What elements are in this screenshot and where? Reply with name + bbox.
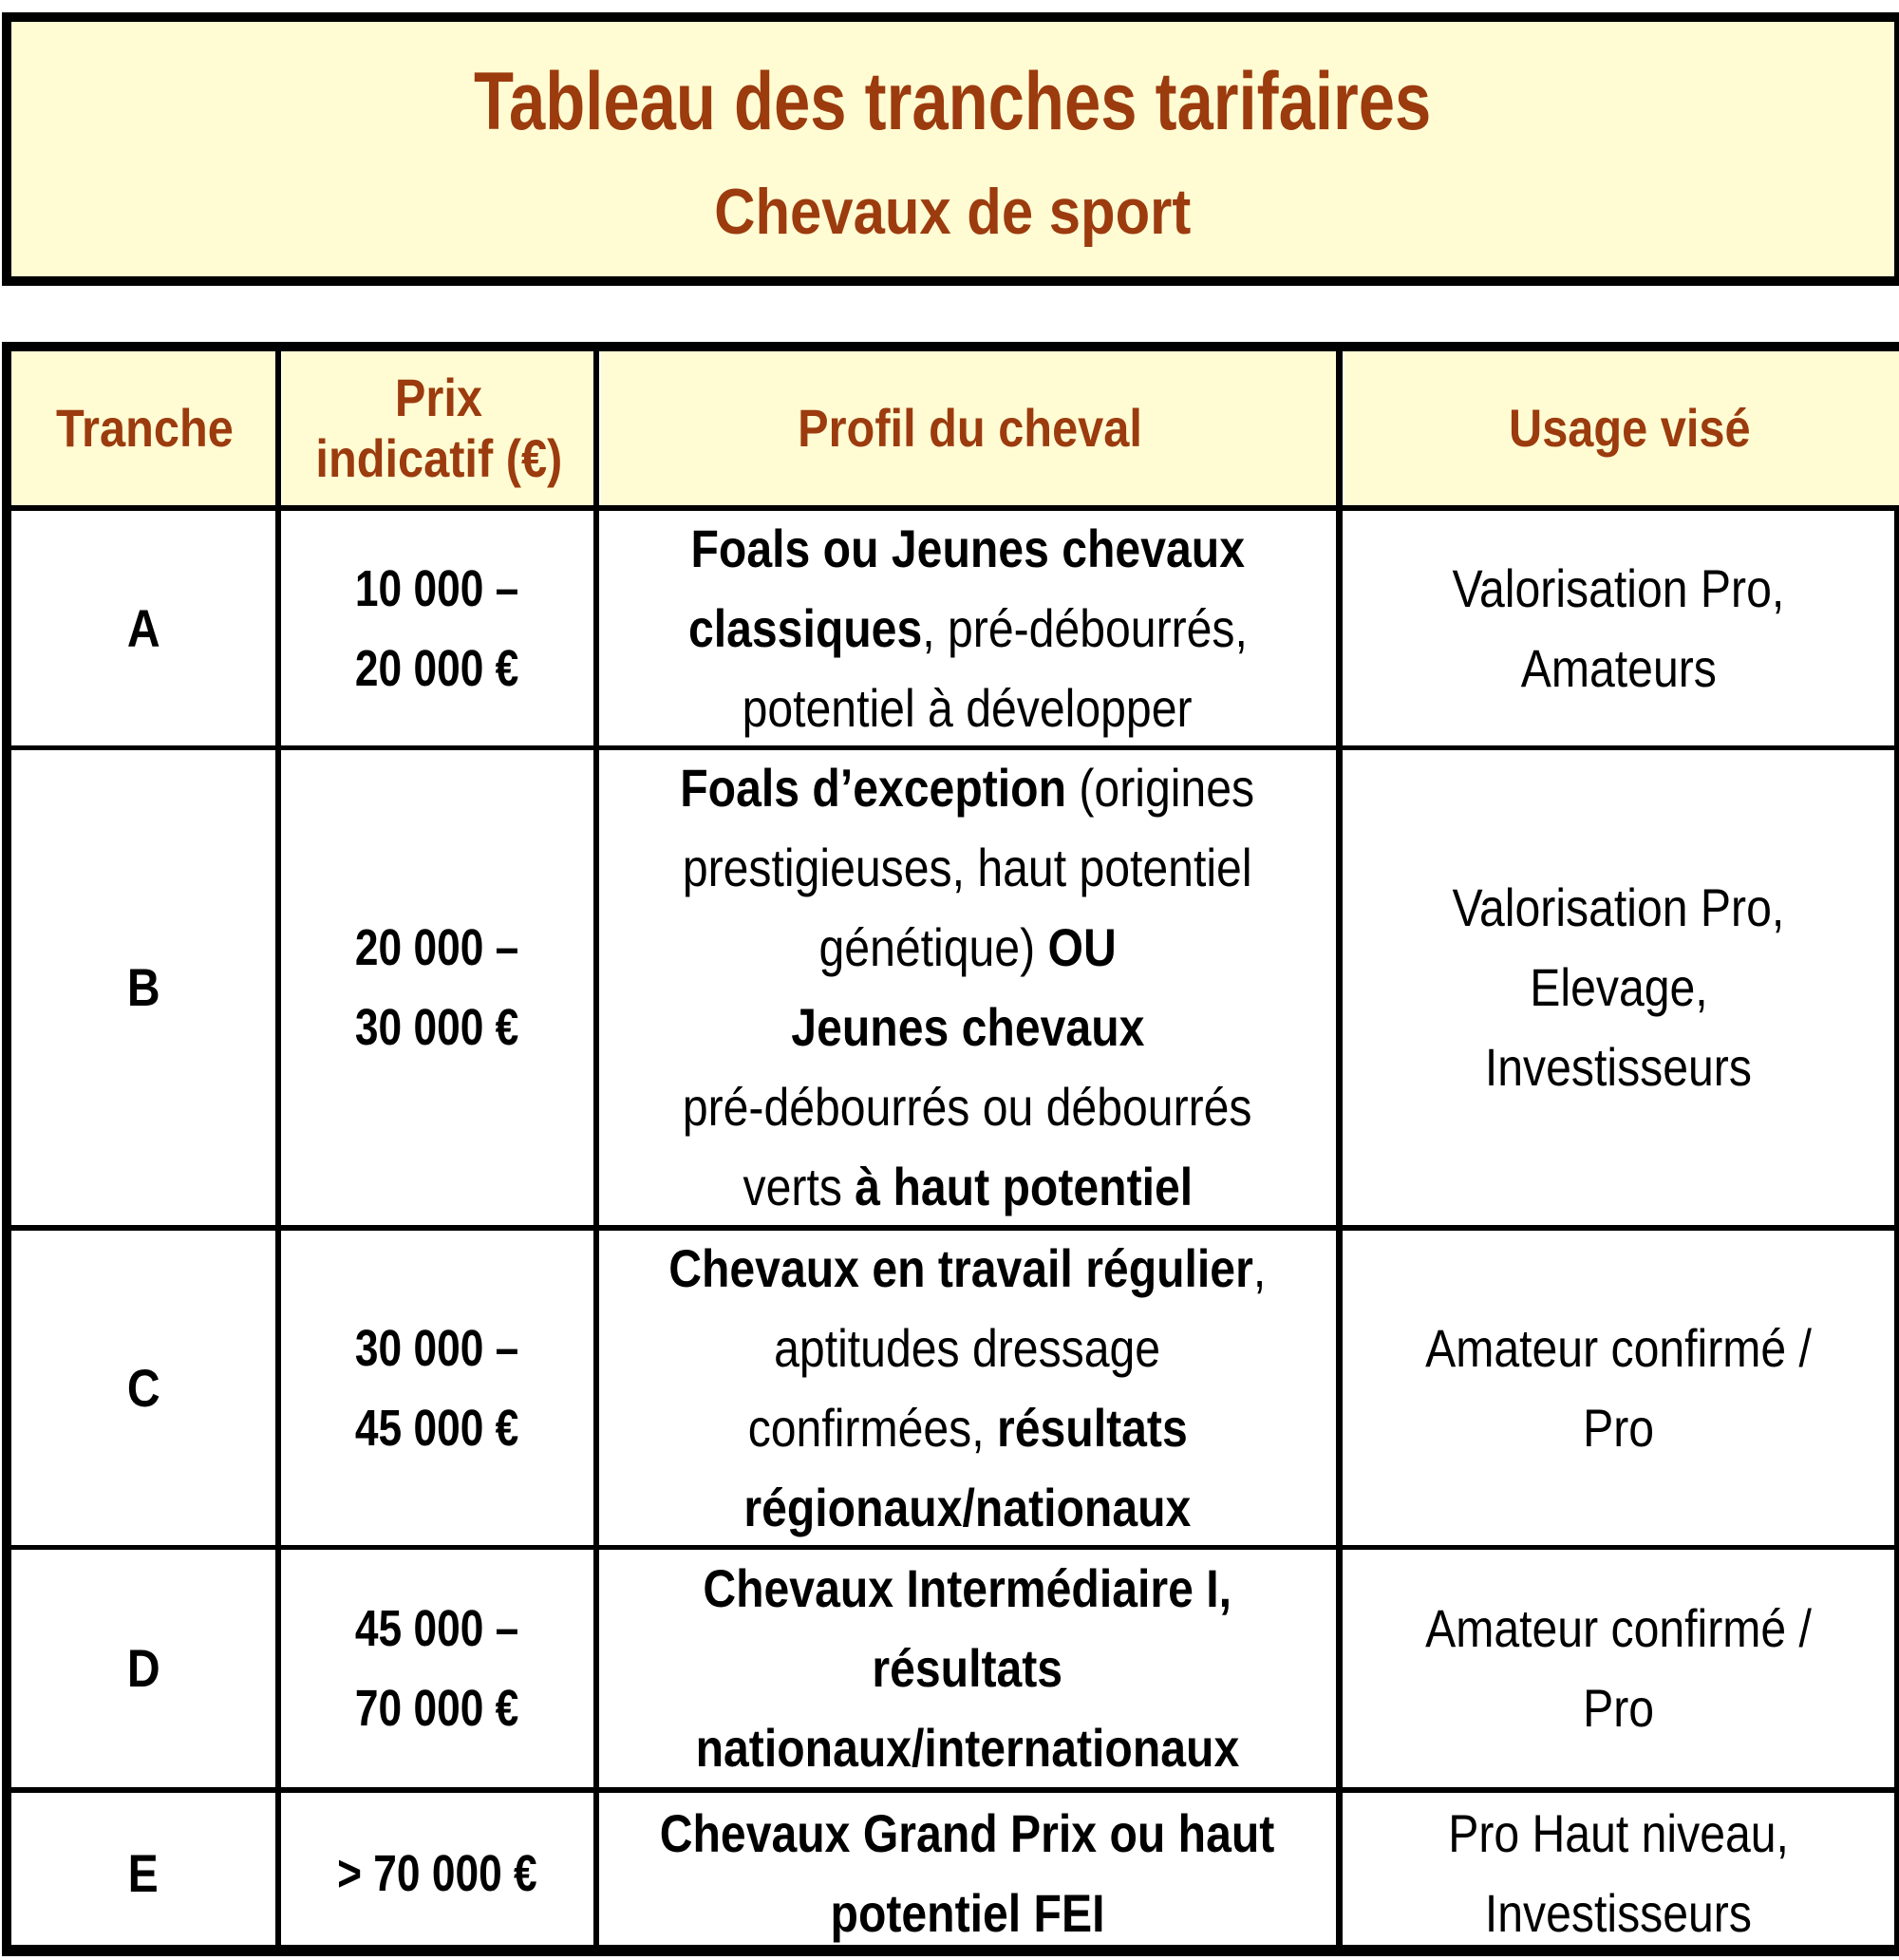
profil-bold-segment: Chevaux Grand Prix ou haut xyxy=(660,1803,1275,1863)
cell-tranche xyxy=(11,750,275,1225)
profil-bold-segment: classiques xyxy=(687,597,922,658)
page-subtitle xyxy=(11,174,1894,250)
profil-text-segment: potentiel à développer xyxy=(743,677,1193,738)
profil-line xyxy=(743,1147,1193,1225)
header-cell-tranche xyxy=(11,351,277,505)
usage-text xyxy=(1425,868,1812,1107)
cell-usage xyxy=(1343,750,1894,1225)
profil-bold-segment: potentiel FEI xyxy=(830,1883,1105,1943)
profil-line xyxy=(743,669,1193,746)
cell-profil xyxy=(599,1550,1336,1787)
usage-line: Amateur confirmé / xyxy=(1425,1598,1812,1658)
header-usage xyxy=(1491,398,1769,459)
row-divider xyxy=(11,745,1894,750)
cell-tranche xyxy=(11,1793,275,1954)
header-cell-profil xyxy=(601,351,1338,505)
profil-text-segment: , pré-débourrés, xyxy=(921,597,1248,658)
page-title xyxy=(11,54,1894,149)
profil-bold-segment: régionaux/nationaux xyxy=(743,1477,1192,1537)
prix-line: 70 000 € xyxy=(355,1680,519,1737)
profil-line xyxy=(683,1067,1252,1147)
profil-line xyxy=(660,1794,1275,1874)
profil-text xyxy=(610,1794,1325,1953)
profil-line xyxy=(791,988,1144,1067)
cell-tranche xyxy=(11,1231,275,1545)
prix-text xyxy=(337,1589,536,1748)
profil-line xyxy=(690,511,1244,589)
profil-bold-segment: Chevaux Intermédiaire I, xyxy=(703,1558,1232,1618)
tranche-text xyxy=(124,1629,162,1708)
cell-tranche xyxy=(11,1550,275,1787)
usage-text xyxy=(1420,1794,1816,1953)
prix-text xyxy=(337,908,536,1067)
profil-text-segment: , xyxy=(1253,1237,1267,1298)
profil-line xyxy=(668,1231,1266,1309)
header-prix-label-line1: Prix xyxy=(394,368,483,427)
profil-text-segment: génétique) xyxy=(818,917,1048,977)
tranche-text xyxy=(124,948,162,1027)
cell-usage xyxy=(1343,1793,1894,1954)
profil-line xyxy=(696,1708,1240,1787)
prix-line: > 70 000 € xyxy=(337,1845,537,1902)
profil-text xyxy=(620,1231,1314,1545)
prix-line: 45 000 – xyxy=(355,1600,519,1657)
usage-line: Investisseurs xyxy=(1484,1037,1753,1097)
prix-line: 45 000 € xyxy=(355,1399,519,1457)
profil-bold-segment: Chevaux en travail régulier xyxy=(668,1237,1254,1298)
usage-line: Pro xyxy=(1583,1397,1654,1458)
page-subtitle-text: Chevaux de sport xyxy=(714,176,1192,248)
profil-line xyxy=(747,1388,1187,1468)
header-usage-label: Usage visé xyxy=(1508,398,1751,458)
profil-bold-segment: résultats xyxy=(996,1397,1188,1458)
tranche-label: A xyxy=(126,597,160,658)
profil-bold-segment: Foals d’exception xyxy=(680,758,1067,818)
header-tranche-label: Tranche xyxy=(55,398,234,458)
profil-line xyxy=(818,908,1116,988)
tranche-label: B xyxy=(126,957,160,1017)
tranche-label: C xyxy=(126,1357,160,1418)
prix-line: 30 000 € xyxy=(355,999,519,1056)
cell-prix xyxy=(281,750,593,1225)
profil-text-segment: verts xyxy=(743,1157,855,1216)
column-divider xyxy=(1336,351,1343,1954)
profil-line xyxy=(683,828,1252,908)
cell-profil xyxy=(599,511,1336,745)
header-prix xyxy=(297,368,581,489)
cell-tranche xyxy=(11,511,275,745)
cell-profil xyxy=(599,1793,1336,1954)
cell-prix xyxy=(281,511,593,745)
header-cell-usage xyxy=(1344,351,1899,505)
cell-usage xyxy=(1343,1231,1894,1545)
row-divider xyxy=(11,1787,1894,1793)
header-profil-label: Profil du cheval xyxy=(797,398,1142,458)
cell-prix xyxy=(281,1550,593,1787)
row-divider xyxy=(11,1545,1894,1550)
cell-profil xyxy=(599,750,1336,1225)
tranche-text xyxy=(124,1348,162,1428)
column-divider xyxy=(275,351,281,1954)
pricing-table xyxy=(2,342,1899,1956)
tranche-text xyxy=(125,1834,160,1913)
usage-line: Valorisation Pro, xyxy=(1452,877,1785,937)
usage-line: Amateurs xyxy=(1520,637,1717,698)
tranche-label: E xyxy=(127,1843,160,1903)
profil-line xyxy=(775,1309,1161,1388)
profil-line xyxy=(681,750,1255,828)
tranche-text xyxy=(124,589,162,669)
usage-text xyxy=(1394,1589,1843,1748)
prix-line: 20 000 € xyxy=(355,639,519,697)
page-title-text: Tableau des tranches tarifaires xyxy=(474,56,1432,147)
header-prix-label-line2: indicatif (€) xyxy=(315,428,562,488)
cell-profil xyxy=(599,1231,1336,1545)
prix-text xyxy=(337,549,536,708)
profil-line xyxy=(744,1468,1192,1546)
profil-bold-segment: résultats xyxy=(872,1638,1063,1698)
profil-bold-segment: OU xyxy=(1047,917,1117,977)
prix-text xyxy=(315,1834,559,1913)
header-cell-prix xyxy=(282,351,595,505)
column-divider xyxy=(593,351,599,1954)
usage-line: Pro Haut niveau, xyxy=(1448,1803,1789,1863)
header-divider xyxy=(11,505,1894,511)
prix-line: 30 000 – xyxy=(355,1319,519,1377)
profil-line xyxy=(873,1629,1063,1708)
usage-line: Investisseurs xyxy=(1484,1883,1753,1943)
usage-text xyxy=(1394,1309,1843,1468)
usage-line: Amateur confirmé / xyxy=(1425,1317,1812,1378)
usage-line: Elevage, xyxy=(1529,957,1708,1017)
usage-line: Pro xyxy=(1583,1678,1654,1738)
usage-text xyxy=(1425,549,1812,708)
cell-prix xyxy=(281,1793,593,1954)
prix-line: 20 000 – xyxy=(355,919,519,976)
profil-text xyxy=(633,750,1301,1225)
profil-text-segment: confirmées, xyxy=(747,1397,997,1458)
header-tranche xyxy=(43,398,247,459)
header-profil xyxy=(772,398,1168,459)
row-divider xyxy=(11,1225,1894,1231)
cell-prix xyxy=(281,1231,593,1545)
profil-line xyxy=(704,1550,1232,1629)
profil-text xyxy=(651,1550,1284,1787)
profil-text xyxy=(643,511,1293,745)
profil-text-segment: pré-débourrés ou débourrés xyxy=(683,1077,1252,1137)
prix-line: 10 000 – xyxy=(355,559,519,617)
profil-line xyxy=(688,589,1248,669)
profil-text-segment: (origines xyxy=(1066,758,1255,818)
profil-text-segment: aptitudes dressage xyxy=(774,1317,1161,1378)
profil-bold-segment: à haut potentiel xyxy=(854,1157,1193,1216)
cell-usage xyxy=(1343,511,1894,745)
cell-usage xyxy=(1343,1550,1894,1787)
profil-bold-segment: nationaux/internationaux xyxy=(695,1718,1240,1778)
usage-line: Valorisation Pro, xyxy=(1452,557,1785,618)
profil-bold-segment: Jeunes chevaux xyxy=(790,997,1145,1057)
tranche-label: D xyxy=(126,1638,160,1698)
profil-line xyxy=(831,1874,1105,1953)
title-banner xyxy=(2,12,1899,286)
profil-bold-segment: Foals ou Jeunes chevaux xyxy=(690,518,1245,578)
profil-text-segment: prestigieuses, haut potentiel xyxy=(683,838,1252,897)
prix-text xyxy=(337,1309,536,1468)
